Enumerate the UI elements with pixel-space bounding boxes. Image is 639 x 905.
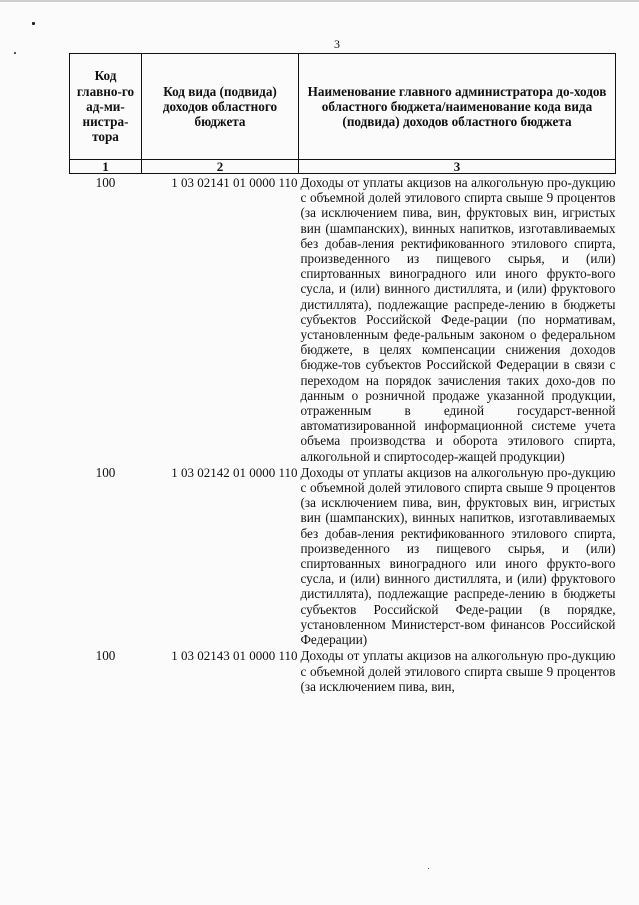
revenue-code-cell: 1 03 02141 01 0000 110 [171,175,298,190]
column-number-row [70,160,616,174]
scan-speck [428,868,429,869]
header-revenue-code: Код вида (подвида) доходов областного бюджета [142,54,299,160]
table-row [70,174,616,464]
table-row [70,647,616,694]
revenue-name-cell: Доходы от уплаты акцизов на алкогольную про-дукцию с объемной долей этилового спирта свыше 9 процентов (за исключением пива, вин, [300,648,616,694]
table-header-row [70,54,616,160]
scan-top-edge [0,0,639,2]
admin-code-cell: 100 [95,175,116,190]
admin-code-cell: 100 [95,648,116,664]
revenue-name-cell: Доходы от уплаты акцизов на алкогольную про-дукцию с объемной долей этилового спирта свыше 9 процентов (за исключением пива, вин, фруктовых вин, игристых вин (шампанских), винных напитков, изготавливаемых без добав-ления ректификованного этилового спирта, произведенного из пищевого сырья, и (или) спиртованных виноградного или иного фрукто-вого сусла, и (или) винного дистиллята, и (или) фруктового дистиллята), подлежащие распреде-лению в бюджеты субъектов Российской Феде-рации (в порядке, установленном Министерст-вом финансов Российской Федерации) [300,464,616,648]
admin-code-cell: 100 [95,464,116,480]
scan-speck [32,22,35,25]
revenue-code-cell: 1 03 02142 01 0000 110 [171,464,298,480]
page-number: 3 [334,37,340,51]
header-name: Наименование главного администратора до-ходов областного бюджета/наименование кода вида (подвида) доходов областного бюджета [299,54,616,160]
revenue-name-cell: Доходы от уплаты акцизов на алкогольную про-дукцию с объемной долей этилового спирта свыше 9 процентов (за исключением пива, вин, фруктовых вин, игристых вин (шампанских), винных напитков, изготавливаемых без добав-ления ректификованного этилового спирта, произведенного из пищевого сырья, и (или) спиртованных виноградного или иного фрукто-вого сусла, и (или) винного дистиллята, и (или) фруктового дистиллята), подлежащие распреде-лению в бюджеты субъектов Российской Феде-рации (по нормативам, установленным феде-ральным законом о федеральном бюджете, в целях компенсации снижения доходов бюдже-тов субъектов Российской Федерации в связи с переходом на порядок зачисления таких дохо-дов по данным о розничной продаже указанной продукции, отраженным в единой государст-венной автоматизированной информационной системе учета объема производства и оборота этилового спирта, алкогольной и спиртосодер-жащей продукции) [300,175,616,464]
scan-speck [14,52,16,54]
revenue-codes-table [69,53,616,694]
column-number: 2 [142,160,299,174]
table-row [70,464,616,647]
revenue-code-cell: 1 03 02143 01 0000 110 [171,648,298,664]
header-admin-code: Код главно-го ад-ми-нистра-тора [70,54,142,160]
column-number: 1 [70,160,142,174]
column-number: 3 [299,160,616,174]
